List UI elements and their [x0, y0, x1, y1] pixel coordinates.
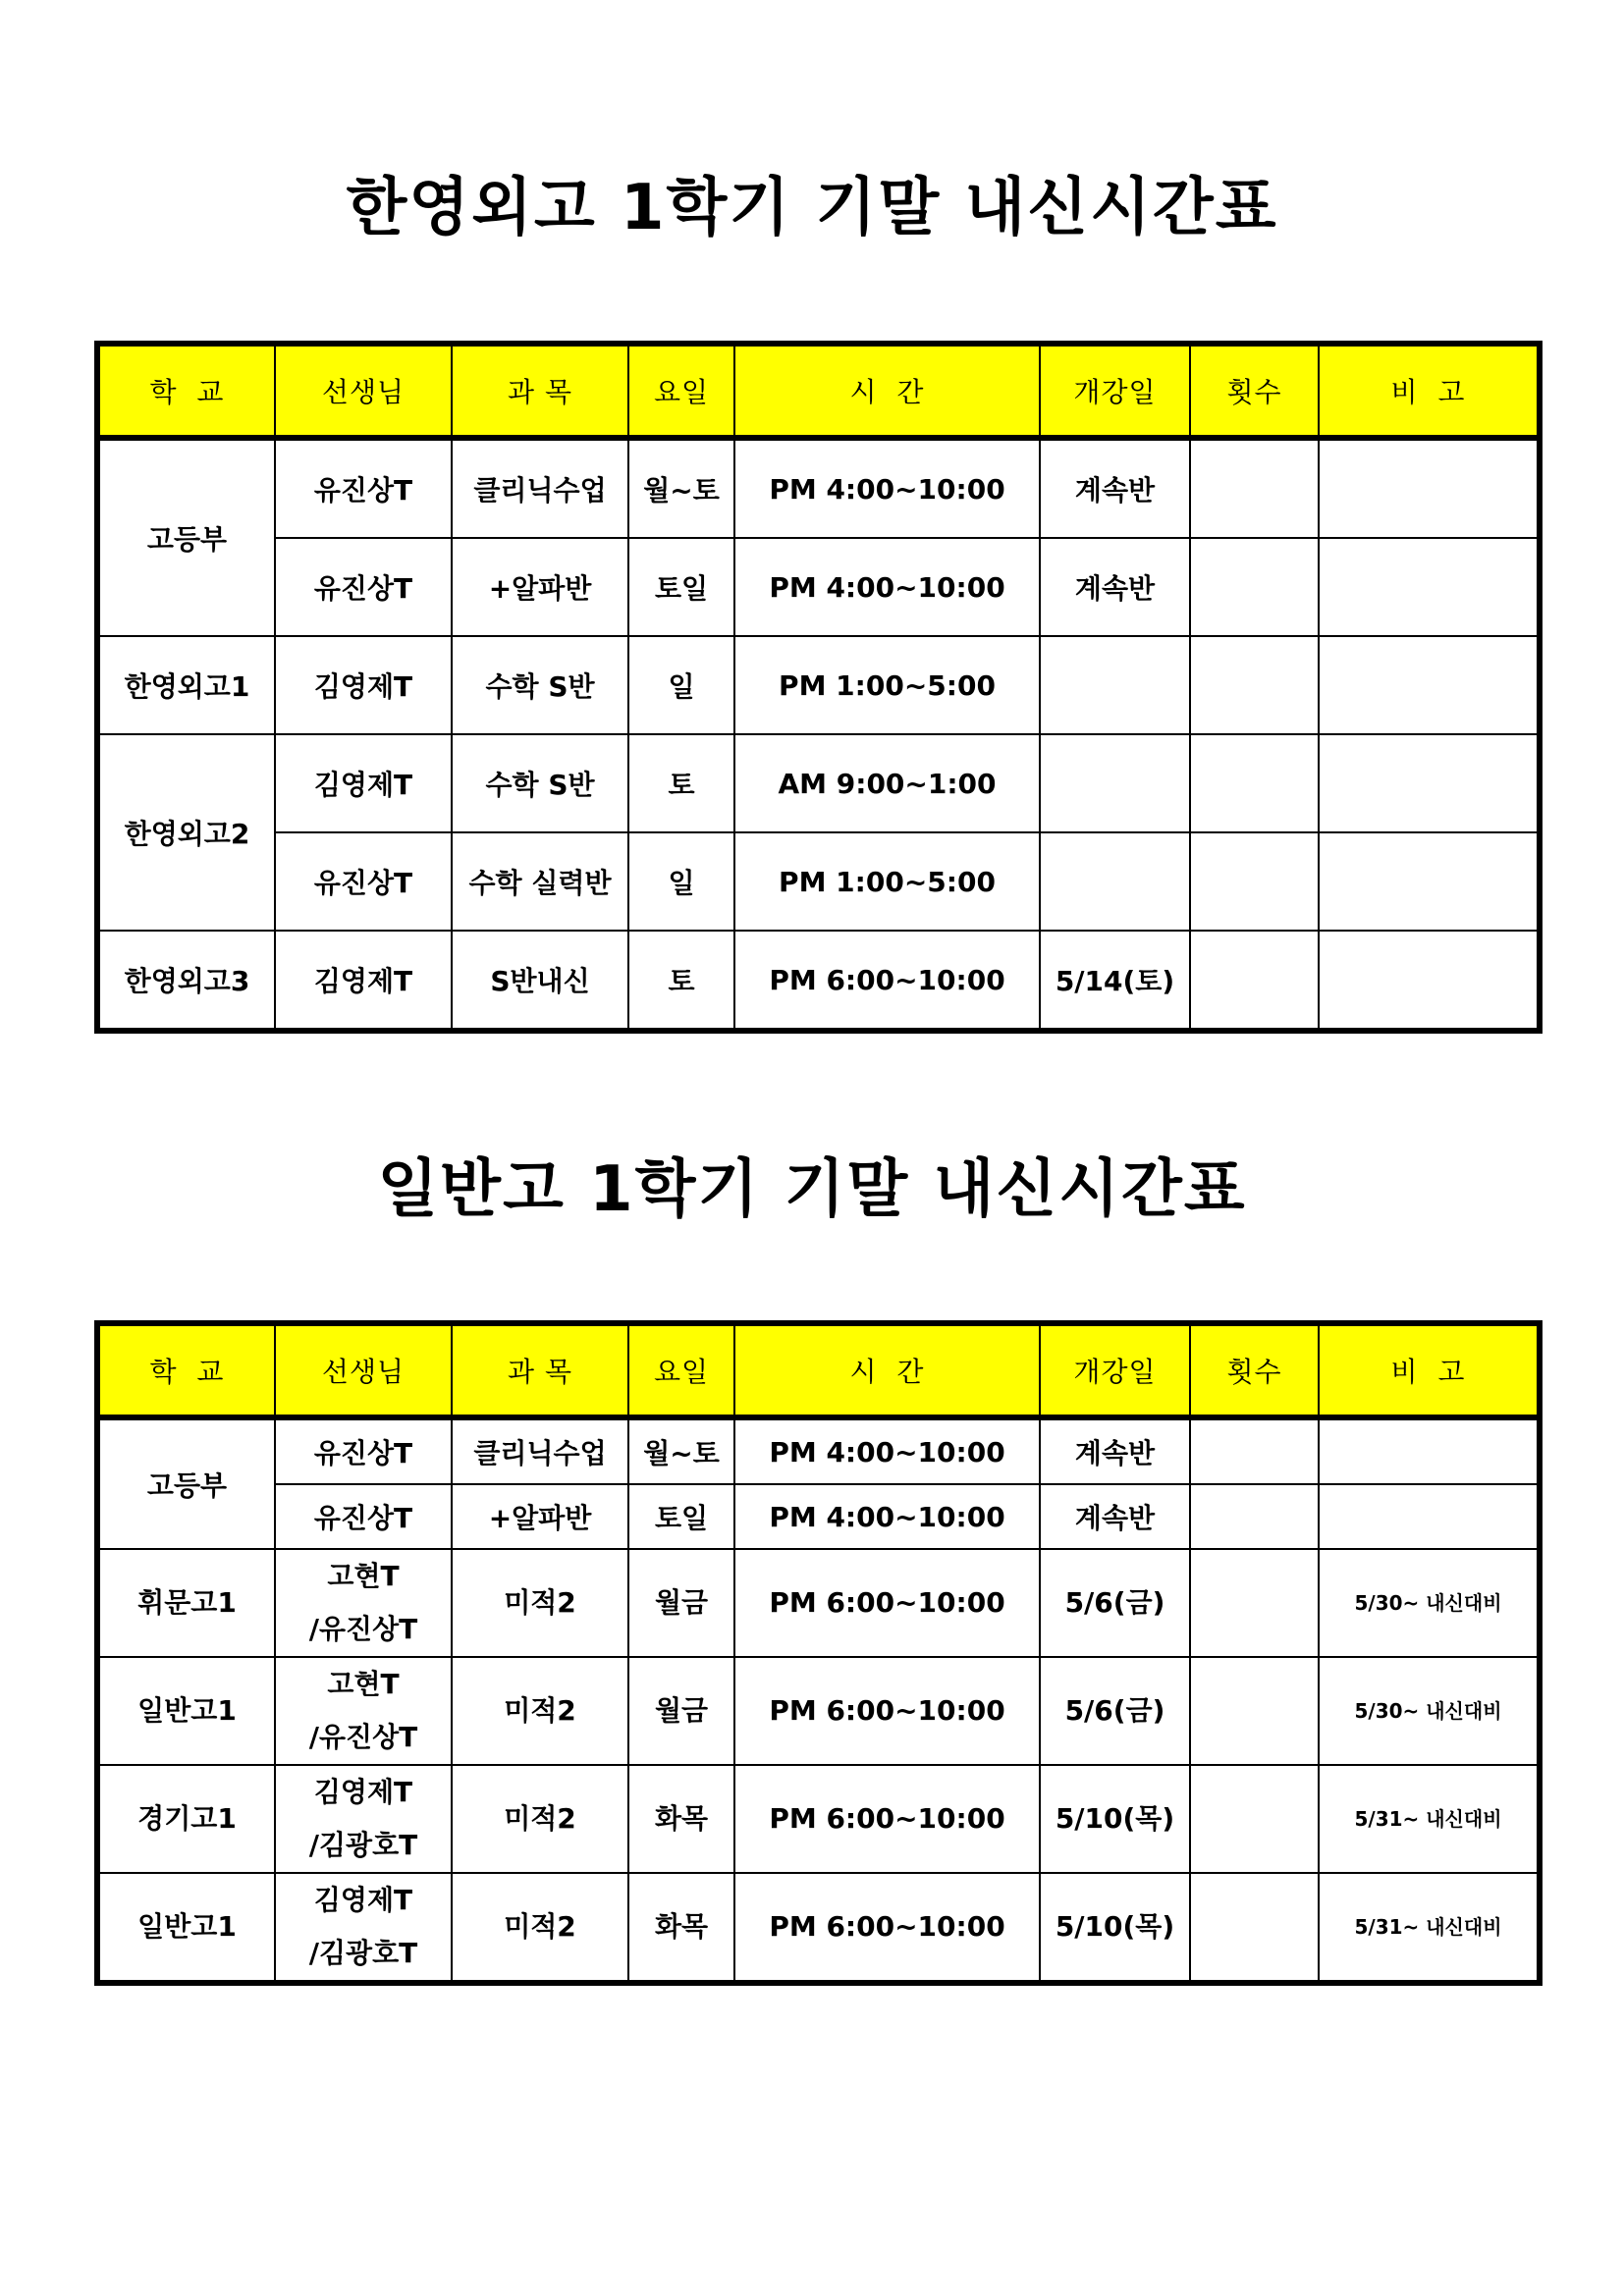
subject-cell: S반내신 — [452, 931, 628, 1031]
header-start-date: 개강일 — [1040, 344, 1190, 438]
table-row — [97, 1484, 1540, 1549]
day-cell: 일 — [628, 832, 734, 931]
note-cell: 5/30~ 내신대비 — [1319, 1657, 1540, 1765]
time-cell: PM 6:00~10:00 — [734, 1765, 1040, 1873]
table-row — [97, 1765, 1540, 1873]
time-cell: PM 1:00~5:00 — [734, 832, 1040, 931]
teacher-cell: 김영제T /김광호T — [275, 1873, 452, 1983]
note-cell — [1319, 1484, 1540, 1549]
teacher-cell: 유진상T — [275, 1417, 452, 1484]
schedule-table-hanyoung — [94, 341, 1543, 1034]
note-cell — [1319, 438, 1540, 538]
teacher-cell: 유진상T — [275, 538, 452, 636]
table-row — [97, 1657, 1540, 1765]
time-cell: PM 4:00~10:00 — [734, 438, 1040, 538]
subject-cell: +알파반 — [452, 538, 628, 636]
table-row — [97, 1417, 1540, 1484]
start-date-cell: 계속반 — [1040, 438, 1190, 538]
count-cell — [1190, 438, 1319, 538]
time-cell: PM 4:00~10:00 — [734, 1417, 1040, 1484]
table-row — [97, 636, 1540, 734]
count-cell — [1190, 636, 1319, 734]
subject-cell: 수학 실력반 — [452, 832, 628, 931]
subject-cell: 클리닉수업 — [452, 438, 628, 538]
subject-cell: 미적2 — [452, 1657, 628, 1765]
school-cell: 일반고1 — [97, 1873, 275, 1983]
time-cell: PM 6:00~10:00 — [734, 1873, 1040, 1983]
count-cell — [1190, 832, 1319, 931]
header-subject: 과 목 — [452, 344, 628, 438]
time-cell: PM 6:00~10:00 — [734, 931, 1040, 1031]
table-row — [97, 538, 1540, 636]
day-cell: 토 — [628, 734, 734, 832]
note-cell — [1319, 931, 1540, 1031]
header-subject: 과 목 — [452, 1323, 628, 1417]
note-cell: 5/31~ 내신대비 — [1319, 1873, 1540, 1983]
school-cell: 고등부 — [97, 438, 275, 636]
header-day: 요일 — [628, 344, 734, 438]
school-cell: 한영외고2 — [97, 734, 275, 931]
time-cell: PM 6:00~10:00 — [734, 1657, 1040, 1765]
header-note: 비 고 — [1319, 344, 1540, 438]
day-cell: 월~토 — [628, 1417, 734, 1484]
table-row — [97, 931, 1540, 1031]
header-note: 비 고 — [1319, 1323, 1540, 1417]
count-cell — [1190, 734, 1319, 832]
time-cell: PM 4:00~10:00 — [734, 1484, 1040, 1549]
count-cell — [1190, 1484, 1319, 1549]
note-cell — [1319, 538, 1540, 636]
school-cell: 휘문고1 — [97, 1549, 275, 1657]
school-cell: 고등부 — [97, 1417, 275, 1549]
subject-cell: +알파반 — [452, 1484, 628, 1549]
start-date-cell: 5/14(토) — [1040, 931, 1190, 1031]
start-date-cell: 5/6(금) — [1040, 1657, 1190, 1765]
count-cell — [1190, 1657, 1319, 1765]
time-cell: PM 4:00~10:00 — [734, 538, 1040, 636]
start-date-cell: 계속반 — [1040, 1484, 1190, 1549]
note-cell — [1319, 832, 1540, 931]
teacher-cell: 김영제T — [275, 636, 452, 734]
schedule-table-general — [94, 1320, 1543, 1986]
section-title: 일반고 1학기 기말 내신시간표 — [377, 1153, 1247, 1226]
day-cell: 토일 — [628, 538, 734, 636]
note-cell: 5/30~ 내신대비 — [1319, 1549, 1540, 1657]
table-row — [97, 832, 1540, 931]
day-cell: 월금 — [628, 1549, 734, 1657]
count-cell — [1190, 1765, 1319, 1873]
start-date-cell: 계속반 — [1040, 538, 1190, 636]
count-cell — [1190, 1417, 1319, 1484]
header-row — [97, 344, 1540, 438]
table-row — [97, 438, 1540, 538]
subject-cell: 수학 S반 — [452, 734, 628, 832]
day-cell: 토 — [628, 931, 734, 1031]
school-cell: 일반고1 — [97, 1657, 275, 1765]
start-date-cell: 5/10(목) — [1040, 1873, 1190, 1983]
start-date-cell: 계속반 — [1040, 1417, 1190, 1484]
subject-cell: 클리닉수업 — [452, 1417, 628, 1484]
start-date-cell: 5/6(금) — [1040, 1549, 1190, 1657]
time-cell: PM 1:00~5:00 — [734, 636, 1040, 734]
header-school: 학 교 — [97, 1323, 275, 1417]
subject-cell: 미적2 — [452, 1549, 628, 1657]
teacher-cell: 김영제T /김광호T — [275, 1765, 452, 1873]
start-date-cell — [1040, 734, 1190, 832]
count-cell — [1190, 931, 1319, 1031]
teacher-cell: 고현T /유진상T — [275, 1657, 452, 1765]
day-cell: 토일 — [628, 1484, 734, 1549]
subject-cell: 수학 S반 — [452, 636, 628, 734]
school-cell: 한영외고1 — [97, 636, 275, 734]
start-date-cell — [1040, 832, 1190, 931]
day-cell: 월~토 — [628, 438, 734, 538]
day-cell: 월금 — [628, 1657, 734, 1765]
teacher-cell: 고현T /유진상T — [275, 1549, 452, 1657]
teacher-cell: 유진상T — [275, 832, 452, 931]
table-row — [97, 1549, 1540, 1657]
teacher-cell: 김영제T — [275, 931, 452, 1031]
page-title: 한영외고 1학기 기말 내신시간표 — [346, 172, 1278, 244]
teacher-cell: 유진상T — [275, 438, 452, 538]
time-cell: AM 9:00~1:00 — [734, 734, 1040, 832]
header-teacher: 선생님 — [275, 1323, 452, 1417]
table-row — [97, 734, 1540, 832]
table-row — [97, 1873, 1540, 1983]
school-cell: 경기고1 — [97, 1765, 275, 1873]
subject-cell: 미적2 — [452, 1765, 628, 1873]
day-cell: 화목 — [628, 1873, 734, 1983]
teacher-cell: 유진상T — [275, 1484, 452, 1549]
note-cell: 5/31~ 내신대비 — [1319, 1765, 1540, 1873]
count-cell — [1190, 1873, 1319, 1983]
start-date-cell — [1040, 636, 1190, 734]
header-teacher: 선생님 — [275, 344, 452, 438]
header-day: 요일 — [628, 1323, 734, 1417]
count-cell — [1190, 538, 1319, 636]
start-date-cell: 5/10(목) — [1040, 1765, 1190, 1873]
note-cell — [1319, 734, 1540, 832]
header-row — [97, 1323, 1540, 1417]
header-start-date: 개강일 — [1040, 1323, 1190, 1417]
header-time: 시 간 — [734, 1323, 1040, 1417]
note-cell — [1319, 636, 1540, 734]
note-cell — [1319, 1417, 1540, 1484]
time-cell: PM 6:00~10:00 — [734, 1549, 1040, 1657]
count-cell — [1190, 1549, 1319, 1657]
day-cell: 화목 — [628, 1765, 734, 1873]
header-school: 학 교 — [97, 344, 275, 438]
header-time: 시 간 — [734, 344, 1040, 438]
subject-cell: 미적2 — [452, 1873, 628, 1983]
school-cell: 한영외고3 — [97, 931, 275, 1031]
header-count: 횟수 — [1190, 1323, 1319, 1417]
header-count: 횟수 — [1190, 344, 1319, 438]
day-cell: 일 — [628, 636, 734, 734]
teacher-cell: 김영제T — [275, 734, 452, 832]
